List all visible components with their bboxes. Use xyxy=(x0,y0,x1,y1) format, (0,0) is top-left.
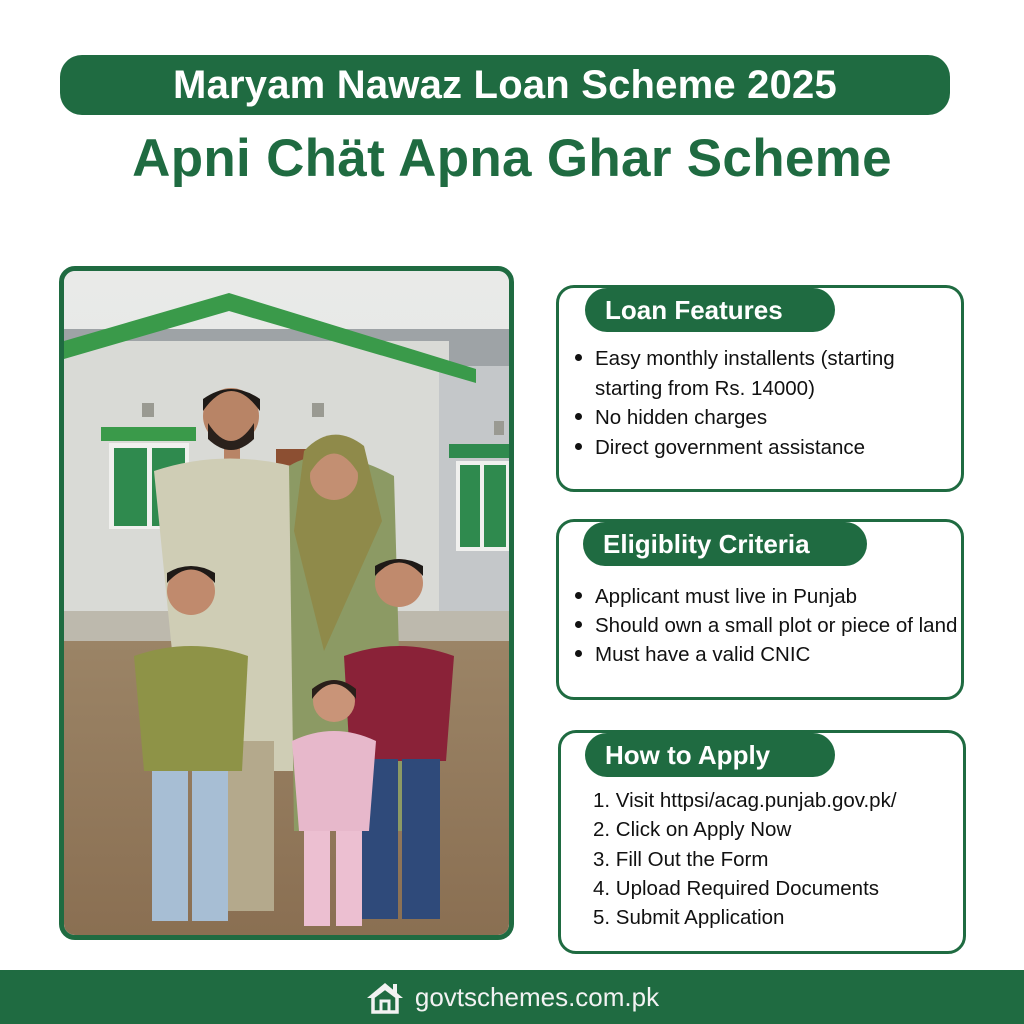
family-house-photo-icon xyxy=(64,271,509,935)
list-item: Should own a small plot or piece of land xyxy=(573,611,957,640)
list-item: Easy monthly installents (starting xyxy=(573,344,895,374)
eligibility-title: Eligiblity Criteria xyxy=(583,522,867,566)
step-item: 4. Upload Required Documents xyxy=(593,876,880,900)
step-item: 1. Visit httpsi/acag.punjab.gov.pk/ xyxy=(593,789,897,812)
step-item: 2. Click on Apply Now xyxy=(593,818,792,842)
page-headline: Apni Chät Apna Ghar Scheme xyxy=(132,129,892,188)
eligibility-list xyxy=(573,582,957,669)
family-photo xyxy=(59,266,514,940)
footer-bar xyxy=(0,970,1024,1024)
list-item: No hidden charges xyxy=(573,403,895,433)
website-link[interactable]: govtschemes.com.pk xyxy=(414,981,660,1012)
how-to-apply-steps xyxy=(593,786,897,932)
loan-features-title: Loan Features xyxy=(585,288,835,332)
banner-title: Maryam Nawaz Loan Scheme 2025 xyxy=(173,62,837,107)
step-item: 3. Fill Out the Form xyxy=(593,847,769,871)
list-item: starting from Rs. 14000) xyxy=(595,376,815,400)
loan-features-list xyxy=(573,344,895,462)
loan-features-card xyxy=(556,285,964,492)
how-to-apply-card xyxy=(558,730,966,954)
step-item: 5. Submit Application xyxy=(593,906,785,930)
list-item: Direct government assistance xyxy=(573,433,895,463)
title-banner xyxy=(60,55,950,115)
how-to-apply-title: How to Apply xyxy=(585,733,835,777)
home-icon xyxy=(365,980,405,1014)
list-item: Must have a valid CNIC xyxy=(573,640,957,669)
eligibility-card xyxy=(556,519,964,700)
list-item: Applicant must live in Punjab xyxy=(573,582,957,611)
